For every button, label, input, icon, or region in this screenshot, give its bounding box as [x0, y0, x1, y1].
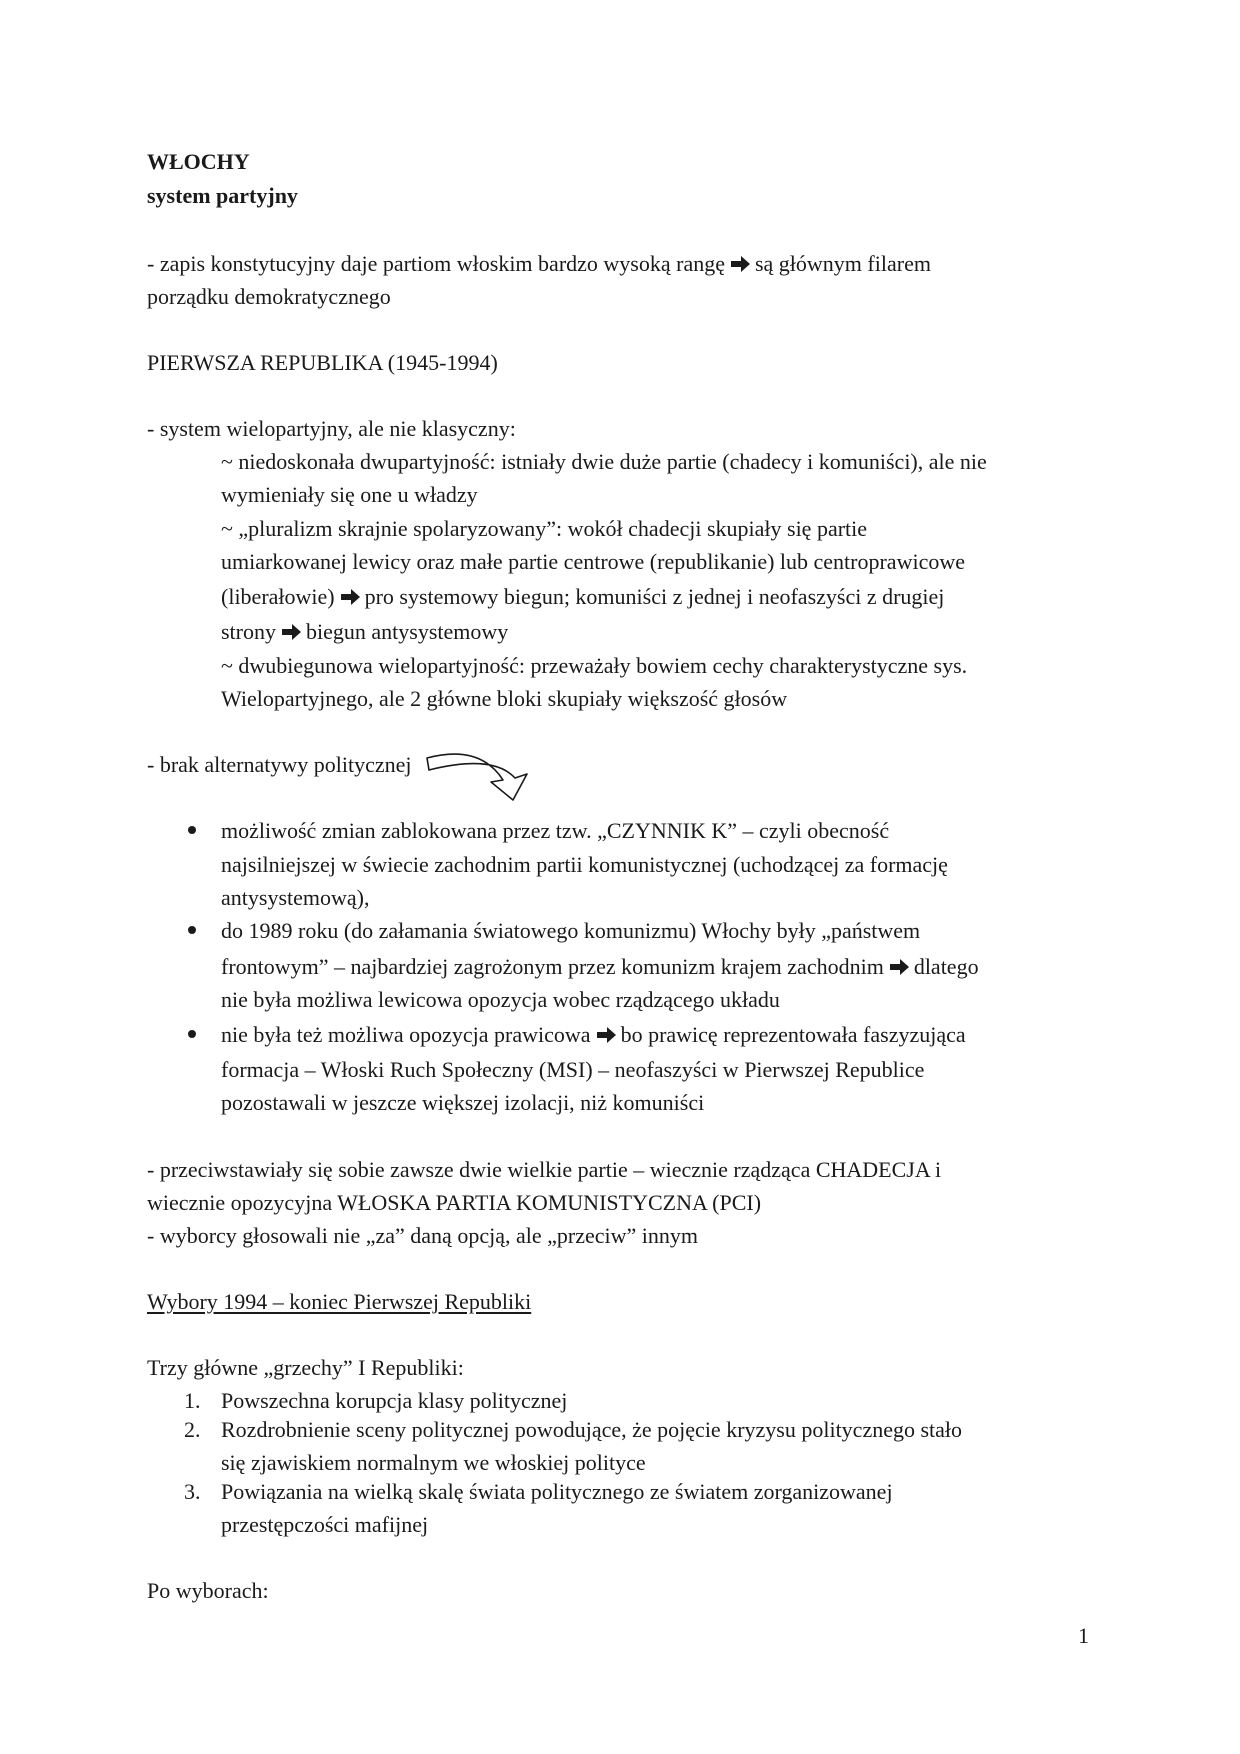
system-lead: - system wielopartyjny, ale nie klasyczny:	[147, 416, 516, 441]
system-line-2: wymieniały się one u władzy	[221, 482, 478, 507]
list-number: 3.	[184, 1479, 201, 1504]
intro-line-2: porządku demokratycznego	[147, 284, 391, 309]
no-alternative-line: - brak alternatywy politycznej	[147, 752, 412, 777]
document-subtitle: system partyjny	[147, 183, 298, 208]
system-line-3: ~ „pluralizm skrajnie spolaryzowany”: wokół chadecji skupiały się partie	[221, 516, 868, 541]
page-number: 1	[1078, 1623, 1089, 1648]
sin-2-line-1: Rozdrobnienie sceny politycznej powodujące, że pojęcie kryzysu politycznego stało	[221, 1417, 963, 1442]
bullet-3-line-1: nie była też możliwa opozycja prawicowa bo prawicę reprezentowała faszyzująca	[221, 1022, 966, 1047]
system-line-5: (liberałowie) pro systemowy biegun; komuniści z jednej i neofaszyści z drugiej	[221, 584, 945, 609]
bullet-1-line-2: najsilniejszej w świecie zachodnim partii komunistycznej (uchodzącej za formację	[221, 852, 948, 877]
sin-1: Powszechna korupcja klasy politycznej	[221, 1388, 568, 1413]
sin-3-line-1: Powiązania na wielką skalę świata politycznego ze światem zorganizowanej	[221, 1479, 893, 1504]
right-arrow-icon	[339, 587, 361, 607]
opposition-line-3: - wyborcy głosowali nie „za” daną opcją, ale „przeciw” innym	[147, 1223, 698, 1248]
bullet-dot	[188, 826, 196, 834]
system-line-1: ~ niedoskonała dwupartyjność: istniały dwie duże partie (chadecy i komuniści), ale nie	[221, 449, 987, 474]
right-arrow-icon	[280, 622, 302, 642]
bullet-2-line-3: nie była możliwa lewicowa opozycja wobec rządzącego układu	[221, 987, 780, 1012]
document-title: WŁOCHY	[147, 149, 250, 174]
list-number: 1.	[184, 1388, 201, 1413]
system-line-4: umiarkowanej lewicy oraz małe partie centrowe (republikanie) lub centroprawicowe	[221, 549, 965, 574]
curved-arrow-icon	[425, 750, 535, 802]
bullet-1-line-1: możliwość zmian zablokowana przez tzw. „CZYNNIK K” – czyli obecność	[221, 818, 890, 843]
opposition-line-2: wiecznie opozycyjna WŁOSKA PARTIA KOMUNISTYCZNA (PCI)	[147, 1190, 762, 1215]
after-elections: Po wyborach:	[147, 1578, 269, 1603]
right-arrow-icon	[888, 957, 910, 977]
section-heading-elections-1994: Wybory 1994 – koniec Pierwszej Republiki	[147, 1289, 532, 1314]
sin-3-line-2: przestępczości mafijnej	[221, 1512, 429, 1537]
opposition-line-1: - przeciwstawiały się sobie zawsze dwie wielkie partie – wiecznie rządząca CHADECJA i	[147, 1157, 942, 1182]
bullet-1-line-3: antysystemową),	[221, 885, 370, 910]
list-number: 2.	[184, 1417, 201, 1442]
sin-2-line-2: się zjawiskiem normalnym we włoskiej polityce	[221, 1450, 646, 1475]
sins-lead: Trzy główne „grzechy” I Republiki:	[147, 1355, 464, 1380]
system-line-7: ~ dwubiegunowa wielopartyjność: przeważały bowiem cechy charakterystyczne sys.	[221, 653, 968, 678]
bullet-dot	[188, 1030, 196, 1038]
right-arrow-icon	[729, 254, 751, 274]
bullet-3-line-3: pozostawali w jeszcze większej izolacji, niż komuniści	[221, 1090, 705, 1115]
system-line-8: Wielopartyjnego, ale 2 główne bloki skupiały większość głosów	[221, 686, 788, 711]
bullet-2-line-2: frontowym” – najbardziej zagrożonym przez komunizm krajem zachodnim dlatego	[221, 954, 979, 979]
system-line-6: strony biegun antysystemowy	[221, 619, 509, 644]
bullet-3-line-2: formacja – Włoski Ruch Społeczny (MSI) – neofaszyści w Pierwszej Republice	[221, 1057, 925, 1082]
right-arrow-icon	[595, 1025, 617, 1045]
section-heading-first-republic: PIERWSZA REPUBLIKA (1945-1994)	[147, 350, 498, 375]
intro-line-1: - zapis konstytucyjny daje partiom włoskim bardzo wysoką rangę są głównym filarem	[147, 251, 931, 276]
bullet-dot	[188, 926, 196, 934]
bullet-2-line-1: do 1989 roku (do załamania światowego komunizmu) Włochy były „państwem	[221, 918, 921, 943]
